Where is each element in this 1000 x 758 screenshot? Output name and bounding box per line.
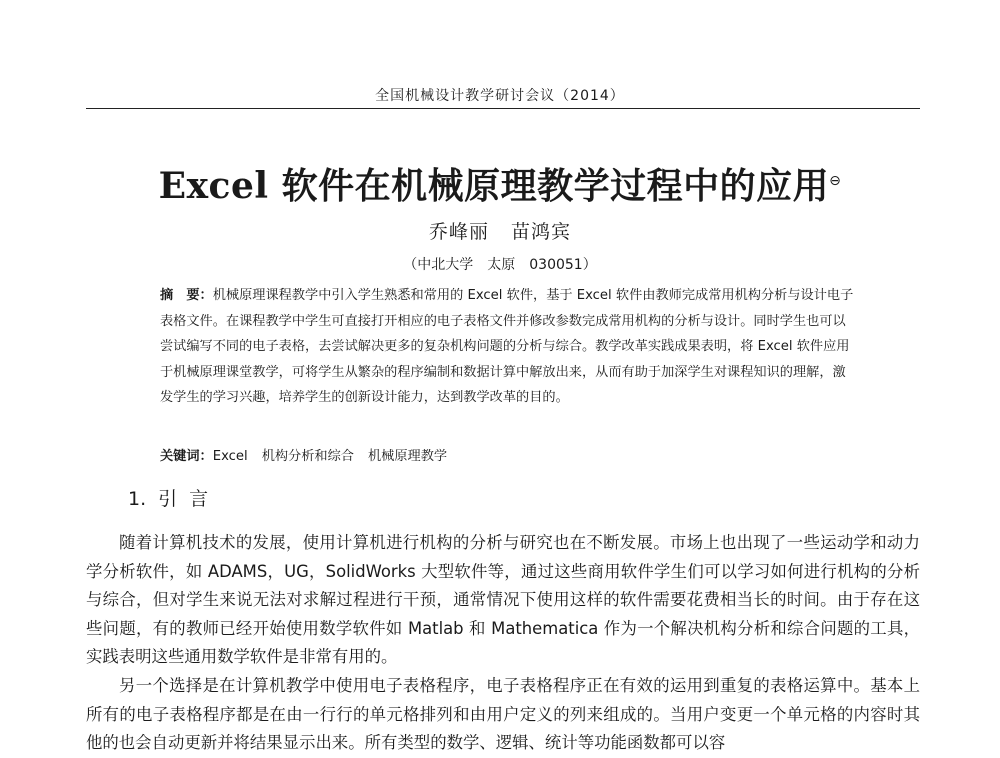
abstract-label: 摘 要： [160, 288, 213, 303]
author-name: 乔峰丽 [428, 221, 489, 243]
running-header: 全国机械设计教学研讨会议（2014） [375, 88, 625, 104]
keywords-label: 关键词： [160, 449, 213, 464]
abstract [160, 283, 855, 411]
paragraph: 随着计算机技术的发展，使用计算机进行机构的分析与研究也在不断发展。市场上也出现了一些运动学和动力学分析软件，如 ADAMS，UG，SolidWorks 大型软件等，通过这些商用软件学生们可以学习如何进行机构的分析与综合，但对学生来说无法对求解过程进行干预，通常情况下使用这样的软件需要花费相当长的时间。由于存在这些问题，有的教师已经开始使用数学软件如 Matlab 和 Mathematica 作为一个解决机构分析和综合问题的工具，实践表明这些通用数学软件是非常有用的。 [86, 533, 920, 667]
keyword: Excel [212, 449, 248, 464]
title-chinese: 软件在机械原理教学过程中的应用 [268, 166, 830, 207]
keyword: 机构分析和综合 [261, 449, 354, 464]
author-name: 苗鸿宾 [511, 221, 572, 243]
section-title: 引言 [158, 488, 221, 510]
abstract-text: 机械原理课程教学中引入学生熟悉和常用的 Excel 软件，基于 Excel 软件由教师完成常用机构分析与设计电子表格文件。在课程教学中学生可直接打开相应的电子表格文件并修改参数完成常用机构的分析与设计。同时学生也可以尝试编写不同的电子表格，去尝试解决更多的复杂机构问题的分析与综合。教学改革实践成果表明，将 Excel 软件应用于机械原理课堂教学，可将学生从繁杂的程序编制和数据计算中解放出来，从而有助于加深学生对课程知识的理解，激发学生的学习兴趣，培养学生的创新设计能力，达到教学改革的目的。 [160, 288, 854, 406]
body-text [86, 529, 920, 758]
header-rule [86, 108, 920, 109]
authors [0, 217, 1000, 244]
title-footnote-mark: ⊖ [829, 173, 842, 189]
keywords [160, 445, 855, 464]
section-heading [128, 484, 220, 511]
keyword: 机械原理教学 [368, 449, 448, 464]
paper-title [0, 158, 1000, 210]
title-latin: Excel [158, 165, 269, 207]
section-number: 1. [128, 488, 147, 510]
affiliation: （中北大学 太原 030051） [403, 257, 597, 273]
paragraph: 另一个选择是在计算机教学中使用电子表格程序，电子表格程序正在有效的运用到重复的表格运算中。基本上所有的电子表格程序都是在由一行行的单元格排列和由用户定义的列来组成的。当用户变更一个单元格的内容时其他的也会自动更新并将结果显示出来。所有类型的数学、逻辑、统计等功能函数都可以容 [86, 675, 920, 753]
